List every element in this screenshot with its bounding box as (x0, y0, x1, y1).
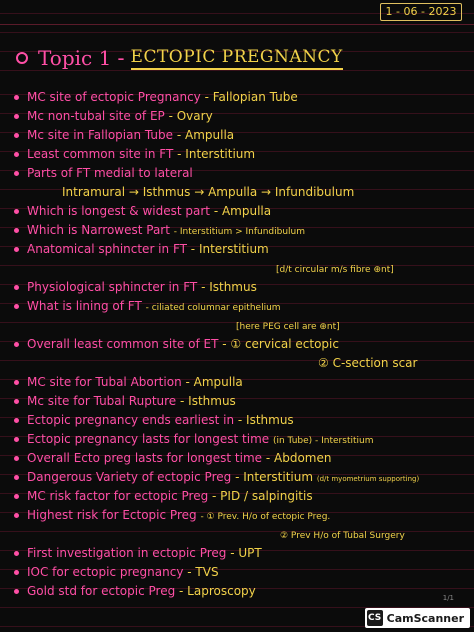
list-item: Overall Ecto preg lasts for longest time - Abdomen (14, 449, 468, 468)
list-item: MC risk factor for ectopic Preg - PID / salpingitis (14, 487, 468, 506)
list-item: IOC for ectopic pregnancy - TVS (14, 563, 468, 582)
list-item: Which is longest & widest part - Ampulla (14, 202, 468, 221)
bullet-icon (14, 456, 19, 461)
list-item: Mc site in Fallopian Tube - Ampulla (14, 126, 468, 145)
list-item: Least common site in FT - Interstitium (14, 145, 468, 164)
title-topic: Topic 1 (38, 46, 112, 70)
list-item-continuation: [d/t circular m/s fibre ⊕nt] (276, 265, 394, 275)
bullet-icon (14, 475, 19, 480)
title-bullet-icon (16, 52, 28, 64)
camscanner-label: CamScanner (386, 611, 464, 625)
bullet-icon (14, 247, 19, 252)
list-item: Mc site for Tubal Rupture - Isthmus (14, 392, 468, 411)
bullet-icon (14, 551, 19, 556)
bullet-icon (14, 589, 19, 594)
page-number: 1/1 (442, 594, 454, 602)
bullet-icon (14, 152, 19, 157)
bullet-icon (14, 494, 19, 499)
list-item: Highest risk for Ectopic Preg - ① Prev. H/o of ectopic Preg. (14, 506, 468, 525)
list-item: Mc non-tubal site of EP - Ovary (14, 107, 468, 126)
bullet-icon (14, 304, 19, 309)
date-box: 1 - 06 - 2023 (380, 3, 462, 21)
list-item-continuation: [here PEG cell are ⊕nt] (236, 322, 340, 332)
bullet-icon (14, 209, 19, 214)
bullet-icon (14, 228, 19, 233)
title-separator: - (117, 46, 125, 70)
list-item: Ectopic pregnancy lasts for longest time (in Tube) - Interstitium (14, 430, 468, 449)
bullet-icon (14, 285, 19, 290)
list-item: First investigation in ectopic Preg - UPT (14, 544, 468, 563)
list-item: Physiological sphincter in FT - Isthmus (14, 278, 468, 297)
bullet-icon (14, 95, 19, 100)
list-item: Anatomical sphincter in FT - Interstitium (14, 240, 468, 259)
bullet-icon (14, 399, 19, 404)
bullet-icon (14, 380, 19, 385)
list-item: MC site for Tubal Abortion - Ampulla (14, 373, 468, 392)
top-rule (0, 24, 474, 25)
bullet-icon (14, 342, 19, 347)
bullet-icon (14, 171, 19, 176)
list-item: Ectopic pregnancy ends earliest in - Isthmus (14, 411, 468, 430)
list-item: Parts of FT medial to lateral (14, 164, 468, 183)
title-main: ECTOPIC PREGNANCY (131, 47, 343, 70)
page-title (16, 44, 343, 72)
bullet-icon (14, 570, 19, 575)
bullet-icon (14, 418, 19, 423)
list-item: What is lining of FT - ciliated columnar epithelium (14, 297, 468, 316)
list-item-continuation: ② C-section scar (318, 356, 418, 370)
list-item: Which is Narrowest Part - Interstitium > Infundibulum (14, 221, 468, 240)
camscanner-logo-icon: CS (367, 610, 383, 626)
bullet-icon (14, 133, 19, 138)
small-note: (d/t myometrium supporting) (316, 475, 420, 483)
list-item-continuation: Intramural → Isthmus → Ampulla → Infundibulum (62, 185, 355, 199)
list-item: Overall least common site of ET - ① cervical ectopic (14, 335, 468, 354)
list-item: Dangerous Variety of ectopic Preg - Interstitium (d/t myometrium supporting) (14, 468, 468, 487)
bullet-icon (14, 513, 19, 518)
bullet-icon (14, 114, 19, 119)
bullet-icon (14, 437, 19, 442)
list-item-continuation: ② Prev H/o of Tubal Surgery (280, 531, 405, 541)
camscanner-watermark (365, 608, 470, 628)
list-item: MC site of ectopic Pregnancy - Fallopian Tube (14, 88, 468, 107)
list-item: Gold std for ectopic Preg - Laproscopy (14, 582, 468, 601)
